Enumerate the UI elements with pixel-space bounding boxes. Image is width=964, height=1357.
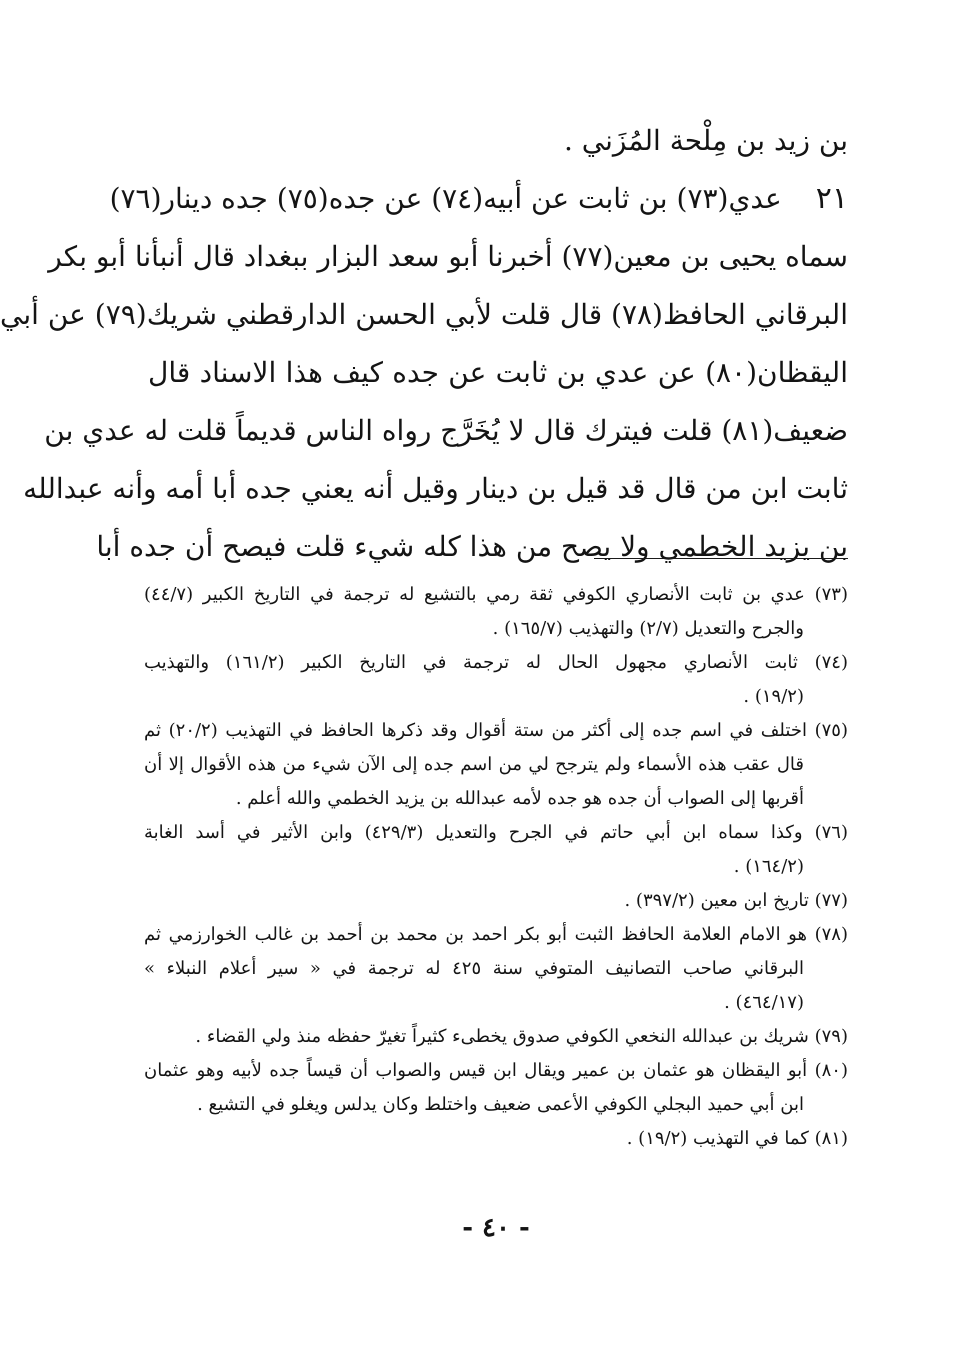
main-text-line: سماه يحيى بن معين(٧٧) أخبرنا أبو سعد البزار ببغداد قال أنبأنا أبو بكر xyxy=(48,240,848,273)
main-text-line xyxy=(109,170,848,228)
footnote-line: (٨٠) أبو اليقظان هو عثمان بن عمير ويقال ابن قيس والصواب أن قيساً جده لأبيه وهو عثمان xyxy=(144,1060,848,1081)
main-text-line: ضعيف(٨١) قلت فيترك قال لا يُخَرَّج رواه الناس قديماً قلت له عدي بن xyxy=(44,414,848,447)
footnote-line: ابن أبي حميد البجلي الكوفي الأعمى ضعيف واختلط وكان يدلس ويغلو في التشيع . xyxy=(197,1094,804,1115)
footnote-line: (٧٨) هو الامام العلامة الحافظ الثبت أبو بكر احمد بن محمد بن أحمد بن غالب الخوارزمي ثم xyxy=(144,924,848,945)
footnote-divider xyxy=(594,558,848,559)
footnote-line: (٨١) كما في التهذيب (١٩/٢) . xyxy=(626,1128,848,1149)
footnote-line: (٧٥) اختلف في اسم جده إلى أكثر من ستة أقوال وقد ذكرها الحافظ في التهذيب (٢٠/٢) ثم xyxy=(144,720,848,741)
main-text-line: بن يزيد الخطمي ولا يصح من هذا كله شيء قلت فيصح أن جده أبا xyxy=(96,530,848,563)
footnote-line: (٧٧) تاريخ ابن معين (٣٩٧/٢) . xyxy=(624,890,848,911)
footnote-line: أقربها إلى الصواب أن جده هو جده لأمه عبدالله بن يزيد الخطمي والله أعلم . xyxy=(235,788,804,809)
main-text-line xyxy=(148,112,848,170)
footnote-line: (٧٩) شريك بن عبدالله النخعي الكوفي صدوق يخطىء كثيراً تغيرّ حفظه منذ ولي القضاء . xyxy=(195,1026,848,1047)
footnotes-block xyxy=(144,578,848,1156)
footnote-line: (٧٣) عدي بن ثابت الأنصاري الكوفي ثقة رمي بالتشيع له ترجمة في التاريخ الكبير (٤٤/٧) xyxy=(144,584,848,605)
main-text-span: عدي(٧٣) بن ثابت عن أبيه(٧٤) عن جده(٧٥) جده دينار(٧٦) xyxy=(109,182,782,215)
footnote-line: (١٩/٢) . xyxy=(743,686,804,707)
footnote-line: (١٦٤/٢) . xyxy=(733,856,804,877)
footnote-line: (٧٤) ثابت الأنصاري مجهول الحال له ترجمة في التاريخ الكبير (١٦١/٢) والتهذيب xyxy=(144,652,848,673)
footnote-line: البرقاني صاحب التصانيف المتوفي سنة ٤٢٥ له ترجمة في « سير أعلام النبلاء » xyxy=(144,958,804,979)
page-number: - ٤٠ - xyxy=(462,1213,530,1243)
main-text-block xyxy=(0,112,848,576)
main-text-line: البرقاني الحافظ(٧٨) قال قلت لأبي الحسن الدارقطني شريك(٧٩) عن أبي xyxy=(0,298,848,331)
footnote-line: والجرح والتعديل (٢/٧) والتهذيب (١٦٥/٧) . xyxy=(492,618,804,639)
footnote-line: (٧٦) وكذا سماه ابن أبي حاتم في الجرح والتعديل (٤٢٩/٣) وابن الأثير في أسد الغابة xyxy=(144,822,848,843)
entry-number: ٢١ xyxy=(815,181,848,216)
footnote-line: (٤٦٤/١٧) . xyxy=(724,992,804,1013)
footnote-line: قال عقب هذه الأسماء ولم يترجح لي من اسم جده إلى الآن شيء من هذه الأقوال إلا أن xyxy=(144,754,804,775)
main-text-line: اليقظان(٨٠) عن عدي بن ثابت عن جده كيف هذا الاسناد قال xyxy=(148,356,848,389)
main-text-line: ثابت ابن من قال قد قيل بن دينار وقيل أنه يعني جده أبا أمه وأنه عبدالله xyxy=(23,472,848,505)
main-text-span: بن زيد بن مِلْحة المُزَني . xyxy=(563,124,848,157)
